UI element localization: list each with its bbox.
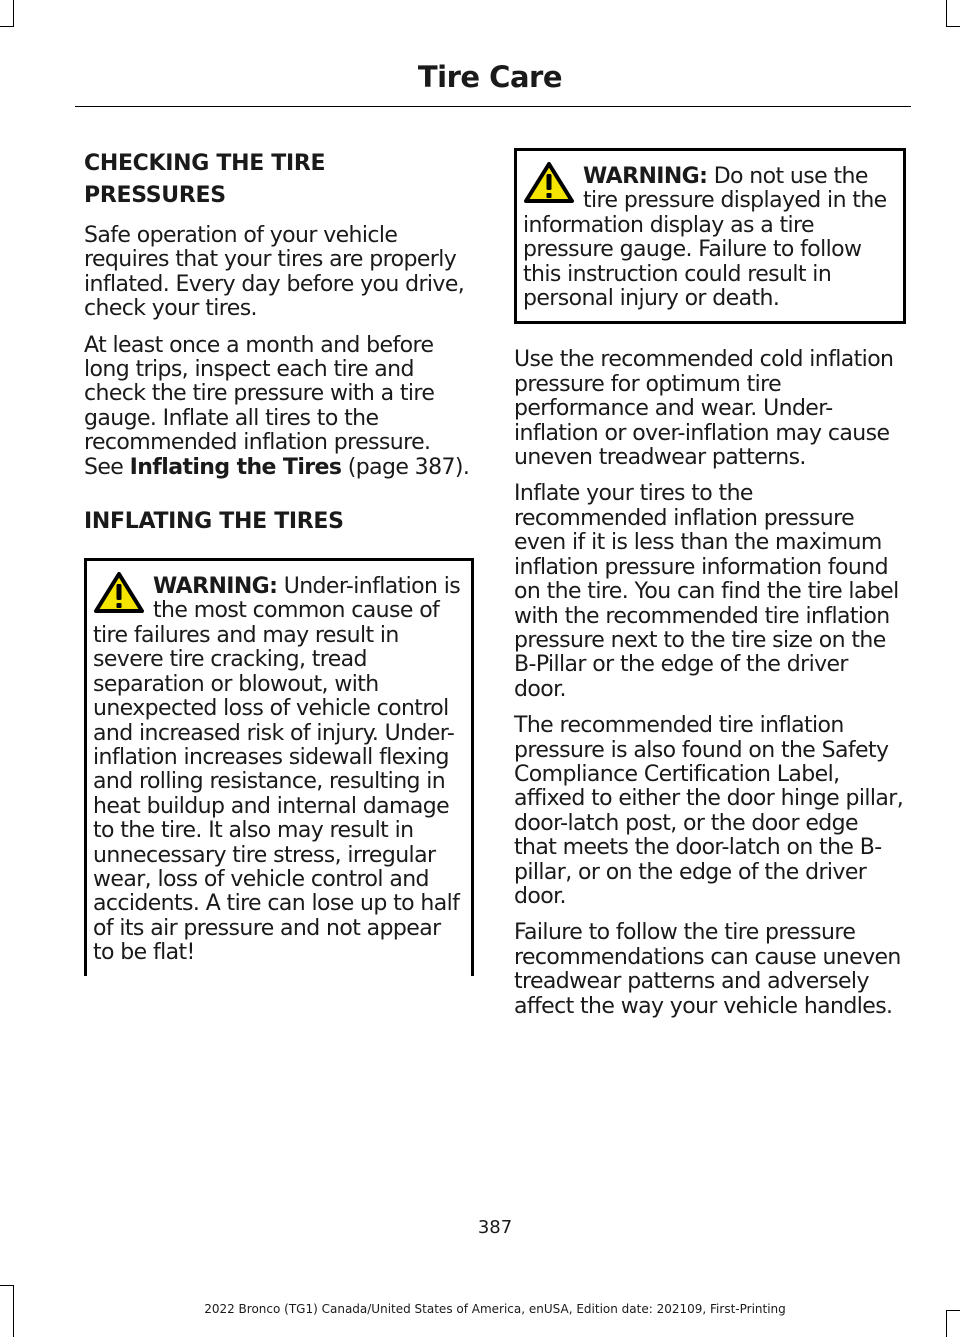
crop-mark bbox=[946, 0, 947, 26]
cross-reference-link[interactable]: Inflating the Tires bbox=[129, 454, 342, 480]
crop-mark bbox=[0, 1285, 14, 1286]
paragraph: Inflate your tires to the recommended inflation pressure even if it is less than the maximum inflation pressure information found on the tire. You can find the tire label with the recommended tire inflation pressure next to the tire size on the B-Pillar or the edge of the driver door. bbox=[514, 481, 899, 702]
page-reference: (page 387). bbox=[341, 454, 470, 480]
header-divider bbox=[75, 106, 911, 107]
section-heading-inflating: INFLATING THE TIRES bbox=[84, 509, 344, 535]
warning-label: WARNING: bbox=[153, 574, 278, 600]
paragraph-text: At least once a month and before long trips, inspect each tire and check the tire pressure with a tire gauge. Inflate all tires to the recommended inflation pressure. See bbox=[84, 332, 435, 480]
page-title: Tire Care bbox=[417, 60, 562, 94]
crop-mark bbox=[946, 26, 960, 27]
warning-triangle-icon bbox=[93, 571, 145, 615]
paragraph bbox=[84, 334, 474, 480]
warning-label: WARNING: bbox=[583, 164, 708, 189]
edition-footer: 2022 Bronco (TG1) Canada/United States of America, enUSA, Edition date: 202109, First-Printing bbox=[204, 1302, 786, 1316]
left-column bbox=[84, 148, 474, 976]
warning-text: Do not use the tire pressure displayed in the information display as a tire pressure gauge. Failure to follow this instruction could result in personal injury or death. bbox=[523, 164, 887, 312]
warning-box bbox=[514, 148, 906, 324]
section-heading-checking: CHECKING THE TIRE PRESSURES bbox=[84, 151, 326, 208]
crop-mark bbox=[0, 26, 14, 27]
crop-mark bbox=[13, 0, 14, 26]
warning-box bbox=[84, 558, 474, 976]
paragraph: Failure to follow the tire pressure recommendations can cause uneven treadwear patterns and adversely affect the way your vehicle handles. bbox=[514, 920, 901, 1019]
paragraph: Use the recommended cold inflation pressure for optimum tire performance and wear. Under-inflation or over-inflation may cause uneven treadwear patterns. bbox=[514, 347, 894, 471]
warning-text: Under-inflation is the most common cause of tire failures and may result in severe tire cracking, tread separation or blowout, with unexpected loss of vehicle control and increased risk of injury. Under-inflation increases sidewall flexing and rolling resistance, resulting in heat buildup and internal damage to the tire. It also may result in unnecessary tire stress, irregular wear, loss of vehicle control and accidents. A tire can lose up to half of its air pressure and not appear to be flat! bbox=[93, 574, 461, 966]
page-number: 387 bbox=[477, 1217, 513, 1238]
right-column bbox=[514, 148, 906, 1031]
paragraph: Safe operation of your vehicle requires that your tires are properly inflated. Every day before you drive, check your tires. bbox=[84, 223, 465, 322]
warning-triangle-icon bbox=[523, 161, 575, 205]
paragraph: The recommended tire inflation pressure is also found on the Safety Compliance Certification Label, affixed to either the door hinge pillar, door-latch post, or the door edge that meets the door-latch on the B-pillar, or on the edge of the driver door. bbox=[514, 713, 904, 909]
